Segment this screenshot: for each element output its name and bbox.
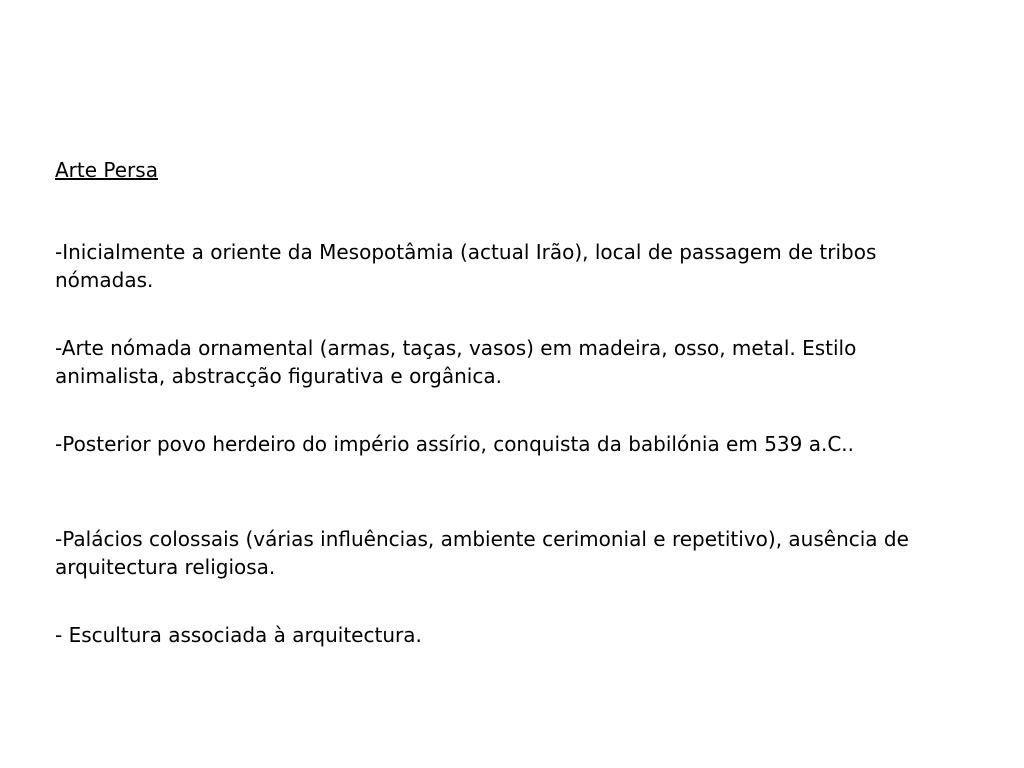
slide-title: Arte Persa: [55, 158, 158, 182]
bullet-paragraph-3: -Posterior povo herdeiro do império assírio, conquista da babilónia em 539 a.C..: [55, 432, 855, 456]
bullet-paragraph-4: -Palácios colossais (várias influências, ambiente cerimonial e repetitivo), ausência de arquitectura religiosa.: [55, 527, 909, 579]
bullet-paragraph-5: - Escultura associada à arquitectura.: [55, 623, 422, 647]
bullet-paragraph-2: -Arte nómada ornamental (armas, taças, vasos) em madeira, osso, metal. Estilo animalista, abstracção figurativa e orgânica.: [55, 336, 857, 388]
bullet-paragraph-1: -Inicialmente a oriente da Mesopotâmia (actual Irão), local de passagem de tribos nómadas.: [55, 240, 877, 292]
